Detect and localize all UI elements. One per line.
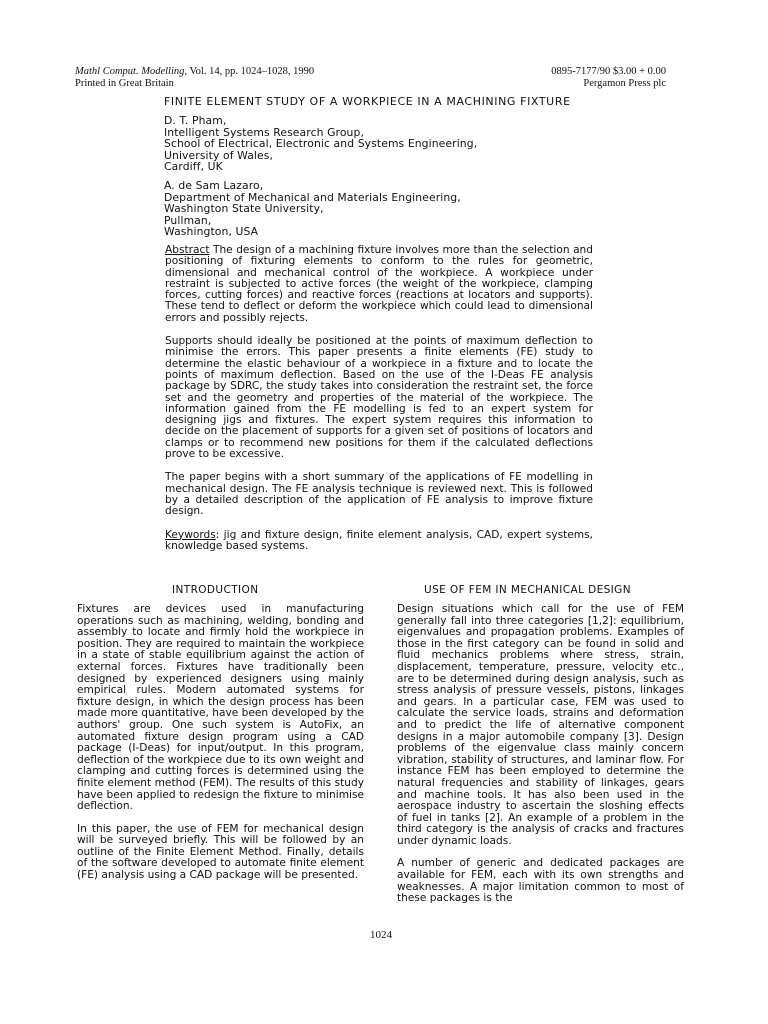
- author-1-affiliation-line: Cardiff, UK: [164, 160, 223, 174]
- fem-paragraph-1: Design situations which call for the use of FEM generally fall into three categories [1,2]: equilibrium, eigenvalues and propagation problems. Examples of those in the first category can be found in solid and fluid mechanics problems where stress, strain, displacement, temperature, pressure, velocity etc., are to be determined during design analysis, such as stress analysis of pressure vessels, pistons, linkages and gears. In a particular case, FEM was used to calculate the service loads, strains and deformation and to predict the life of alternative component designs in a major automobile company [3]. Design problems of the eigenvalue class mainly concern vibration, stability of structures, and laminar flow. For instance FEM has been employed to determine the natural frequencies and stability of linkages, gears and machine tools. It has also been used in the aerospace industry to ascertain the sloshing effects of fuel in tanks [2]. An example of a problem in the third category is the analysis of cracks and fractures under dynamic loads.: [397, 603, 684, 847]
- author-1-affiliation-line: School of Electrical, Electronic and Systems Engineering,: [164, 137, 478, 151]
- section-heading-fem-design: USE OF FEM IN MECHANICAL DESIGN: [424, 584, 631, 596]
- abstract-paragraph-3: The paper begins with a short summary of the applications of FE modelling in mechanical design. The FE analysis technique is reviewed next. This is followed by a detailed description of the application of FE analysis to improve fixture design.: [165, 471, 593, 518]
- author-2-affiliation-line: Department of Mechanical and Materials Engineering,: [164, 190, 461, 204]
- journal-name: Mathl Comput. Modelling,: [75, 66, 187, 77]
- abstract-label: Abstract: [165, 244, 210, 256]
- right-column: [397, 604, 684, 916]
- author-2-affiliation-line: Pullman,: [164, 213, 212, 227]
- keywords-paragraph: [165, 530, 593, 553]
- journal-volume: Vol. 14, pp. 1024–1028, 1990: [189, 66, 315, 77]
- abstract-text-1: The design of a machining fixture involves more than the selection and positioning of fixturing elements to conform to the rules for geometric, dimensional and mechanical control of the workpiece. A workpiece under restraint is subjected to active forces (the weight of the workpiece, clamping forces, cutting forces) and reactive forces (reactions at locators and supports). These tend to deflect or deform the workpiece which could lead to dimensional errors and possibly rejects.: [165, 244, 593, 324]
- author-2-name: A. de Sam Lazaro,: [164, 179, 264, 192]
- keywords-label: Keywords: [165, 528, 216, 541]
- abstract-section: [165, 245, 593, 564]
- journal-code: 0895-7177/90 $3.00 + 0.00: [551, 66, 666, 77]
- author-2-affiliation-line: Washington, USA: [164, 225, 259, 239]
- keywords-text: : jig and fixture design, finite element analysis, CAD, expert systems, knowledge based systems.: [165, 528, 593, 552]
- author-1-block: [164, 115, 477, 173]
- printed-in: Printed in Great Britain: [75, 78, 174, 89]
- intro-paragraph-2: In this paper, the use of FEM for mechanical design will be surveyed briefly. This will be followed by an outline of the Finite Element Method. Finally, details of the software developed to automate finite element (FE) analysis using a CAD package will be presented.: [77, 822, 364, 882]
- author-2-block: [164, 180, 461, 238]
- fem-paragraph-2: A number of generic and dedicated packages are available for FEM, each with its own strengths and weaknesses. A major limitation common to most of these packages is the: [397, 857, 684, 905]
- journal-header-right: [551, 66, 666, 90]
- abstract-paragraph-1: [165, 245, 593, 324]
- intro-paragraph-1: Fixtures are devices used in manufacturing operations such as machining, welding, bonding and assembly to locate and firmly hold the workpiece in position. They are required to maintain the workpiece in a state of stable equilibrium against the action of external forces. Fixtures have traditionally been designed by experienced designers using mainly empirical rules. Modern automated systems for fixture design, in which the design process has been made more quantitative, have been developed by the authors' group. One such system is AutoFix, an automated fixture design program using a CAD package (I-Deas) for input/output. In this program, deflection of the workpiece due to its own weight and clamping and cutting forces is determined using the finite element method (FEM). The results of this study have been applied to redesign the fixture to minimise deflection.: [77, 603, 364, 813]
- author-1-affiliation-line: Intelligent Systems Research Group,: [164, 125, 364, 139]
- publisher: Pergamon Press plc: [583, 78, 666, 89]
- page-number: 1024: [370, 929, 392, 941]
- journal-header-left: [75, 66, 314, 90]
- section-heading-introduction: INTRODUCTION: [172, 584, 259, 596]
- author-1-affiliation-line: University of Wales,: [164, 148, 274, 162]
- paper-title: FINITE ELEMENT STUDY OF A WORKPIECE IN A MACHINING FIXTURE: [164, 95, 571, 108]
- left-column: [77, 604, 364, 893]
- author-2-affiliation-line: Washington State University,: [164, 202, 324, 216]
- abstract-paragraph-2: Supports should ideally be positioned at the points of maximum deflection to minimise the errors. This paper presents a finite elements (FE) study to determine the elastic behaviour of a workpiece in a fixture and to locate the points of maximum deflection. Based on the use of the I-Deas FE analysis package by SDRC, the study takes into consideration the restraint set, the force set and the geometry and properties of the material of the workpiece. The information gained from the FE modelling is fed to an expert system for designing jigs and fixtures. The expert system requires this information to decide on the placement of supports for a given set of positions of locators and clamps or to recommend new positions for them if the calculated deflections prove to be excessive.: [165, 335, 593, 461]
- author-1-name: D. T. Pham,: [164, 114, 227, 127]
